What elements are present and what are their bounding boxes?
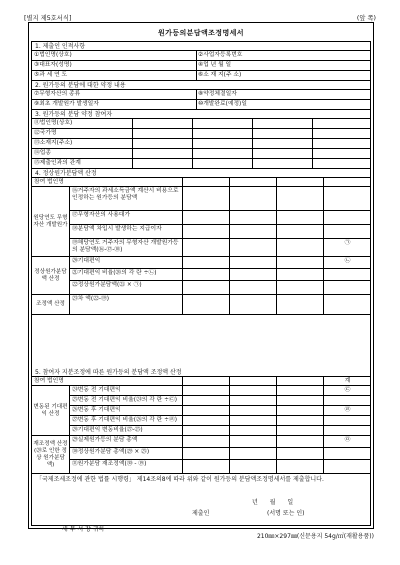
s5-row-label: ㉔변동 전 기대편익 [72, 387, 121, 393]
s5-value-cell[interactable] [276, 436, 323, 447]
s4-row [70, 211, 370, 225]
participant-input[interactable] [312, 149, 370, 158]
s4-row-label: ⑲해당연도 거주자의 무형자산 개발원가등의 분담액(⑯-⑰-⑱) [72, 240, 179, 253]
s5-value-cell[interactable] [229, 416, 276, 425]
s5-value-cell[interactable] [229, 396, 276, 405]
s4-value-cell[interactable] [182, 187, 229, 210]
first-cost-date-field[interactable]: ⑨최초 개발원가 발생일자 [34, 101, 99, 107]
participant-field-label: ⑫국가명 [34, 130, 57, 136]
s5-value-cell[interactable] [276, 448, 323, 459]
s4-mark: ㉡ [344, 258, 351, 264]
s5-mark [323, 426, 370, 435]
s5-row [70, 386, 370, 396]
s5-mark [323, 460, 370, 473]
s5-value-cell[interactable] [182, 396, 229, 405]
representative-field[interactable]: ③대표자(성명) [34, 62, 72, 68]
participant-input[interactable] [132, 149, 192, 158]
form-title: 원가등의분담액조정명세서 [158, 29, 244, 37]
page-side-label: (앞 쪽) [356, 15, 376, 22]
s5-value-cell[interactable] [276, 460, 323, 473]
s4-value-cell[interactable] [229, 295, 276, 314]
s4-row [70, 187, 370, 211]
s5-mark [323, 396, 370, 405]
participant-input[interactable] [192, 119, 252, 128]
s5-value-cell[interactable] [276, 386, 323, 395]
s1-row-1 [32, 51, 370, 61]
s4-value-cell[interactable] [182, 225, 229, 238]
s5-row [70, 448, 370, 460]
s5-row-label: ㉖변동 후 기대편익 [72, 407, 121, 413]
date-line[interactable]: 년 월 일 [252, 499, 299, 506]
s5-value-cell[interactable] [182, 426, 229, 435]
s5-group-label: 변동된 기대편익 산정 [32, 386, 70, 436]
s4-row-label: ⑳기대편익 [72, 258, 101, 264]
s4-group-label: 조정액 산정 [32, 295, 70, 315]
s3-row [32, 159, 370, 169]
s5-group-label: 재조정액 산정 (㉘로 인한 정상 원가분담액) [32, 436, 70, 474]
participant-input[interactable] [252, 119, 312, 128]
participant-input[interactable] [312, 139, 370, 148]
participant-input[interactable] [132, 119, 192, 128]
participant-input[interactable] [192, 159, 252, 168]
s4-value-cell[interactable] [229, 257, 276, 268]
intangible-type-field[interactable]: ⑦무형자산의 종류 [34, 91, 81, 97]
s5-value-cell[interactable] [229, 426, 276, 435]
s2-row-1 [32, 90, 370, 100]
corp-name-field[interactable]: ①법인명(상호) [34, 52, 72, 58]
s4-row [70, 257, 370, 269]
completion-date-field[interactable]: ⑩개발완료(예정)일 [198, 101, 247, 107]
s5-value-cell[interactable] [276, 406, 323, 415]
section-5-heading: 5. 참여자 지분조정에 따른 원가등의 분담액 조정액 산정 [32, 368, 370, 377]
s5-col-header [32, 377, 370, 386]
s5-value-cell[interactable] [229, 460, 276, 473]
s4-col-header [32, 178, 370, 187]
declaration-text: 「국제조세조정에 관한 법률 시행령」 제14조의8에 따라 위와 같이 원가등의 분담액조정명세서를 제출합니다. [36, 476, 324, 483]
participant-input[interactable] [312, 119, 370, 128]
section-4-heading: 4. 정상원가분담액 산정 [32, 169, 370, 178]
s2-row-2 [32, 100, 370, 110]
participant-input[interactable] [132, 139, 192, 148]
business-reg-field[interactable]: ②사업자등록번호 [198, 52, 243, 58]
s4-value-cell[interactable] [182, 269, 229, 280]
s5-row [70, 406, 370, 416]
s4-value-cell[interactable] [182, 281, 229, 294]
s5-value-cell[interactable] [276, 416, 323, 425]
s5-row [70, 396, 370, 406]
s5-row [70, 426, 370, 436]
s5-value-cell[interactable] [182, 448, 229, 459]
section-3-heading: 3. 원가등의 분담 약정 참여자 [32, 110, 370, 119]
s4-row [70, 295, 370, 315]
participant-field-label: ⑪법인명(상호) [34, 120, 73, 126]
s4-value-cell[interactable] [229, 187, 276, 210]
s5-value-cell[interactable] [229, 436, 276, 447]
s4-mark [323, 225, 370, 238]
s4-row [70, 225, 370, 239]
s5-row-label: ㉙실제원가등의 분담 총액 [72, 437, 138, 443]
participant-field-label: ⑬소재지(주소) [34, 140, 73, 146]
participant-input[interactable] [192, 139, 252, 148]
s5-value-cell[interactable] [276, 426, 323, 435]
s4-value-cell[interactable] [229, 211, 276, 224]
s4-value-cell[interactable] [276, 269, 323, 280]
s5-row-label: ㉘기대편익 변동비율(㉗-㉕) [72, 427, 143, 433]
s4-value-cell[interactable] [276, 257, 323, 268]
s4-value-cell[interactable] [182, 239, 229, 256]
section-1-heading: 1. 제출인 인적사항 [32, 42, 370, 51]
s5-value-cell[interactable] [229, 448, 276, 459]
s4-value-cell[interactable] [229, 239, 276, 256]
participant-input[interactable] [252, 129, 312, 138]
form-number: [별지 제5호서식] [24, 15, 72, 22]
s4-row-label: ⑰무형자산의 사용대가 [72, 212, 131, 218]
s4-value-cell[interactable] [276, 239, 323, 256]
s4-value-cell[interactable] [276, 187, 323, 210]
form-body [31, 41, 371, 533]
s5-row-label: ㉗변동 후 기대편익 비율(㉖의 각 란 ÷㉣) [72, 417, 178, 423]
s4-row-label: ⑱분담액 차입시 발생하는 지급이자 [72, 226, 162, 232]
form-header [24, 13, 376, 21]
s4-row [70, 281, 370, 295]
s4-value-cell[interactable] [182, 211, 229, 224]
form-frame [28, 22, 374, 533]
participant-input[interactable] [252, 149, 312, 158]
recipient-line: 세 무 서 장 귀하 [62, 526, 105, 533]
s4-mark [323, 281, 370, 294]
s4-mark [323, 295, 370, 314]
s5-value-cell[interactable] [182, 386, 229, 395]
s5-row [70, 460, 370, 474]
s5-value-cell[interactable] [276, 396, 323, 405]
participant-header-5: 참여 법인명 [34, 378, 64, 384]
participant-input[interactable] [312, 159, 370, 168]
s1-row-3 [32, 71, 370, 81]
s4-row [70, 239, 370, 257]
s4-group-label: 원당연도 무형자산 개발원가 [32, 187, 70, 257]
s4-mark [323, 211, 370, 224]
s4-group-label: 정상원가분담액 산정 [32, 257, 70, 295]
participant-header: 참여 법인명 [34, 179, 64, 185]
s3-row [32, 139, 370, 149]
participant-input[interactable] [252, 139, 312, 148]
s4-value-cell[interactable] [229, 281, 276, 294]
s4-row-label: ⑯거주자의 과세소득금액 계산시 비용으로 인정하는 원가등의 분담액 [72, 188, 179, 201]
s5-value-cell[interactable] [182, 416, 229, 425]
s4-value-cell[interactable] [229, 269, 276, 280]
s5-mark: ㉣ [344, 407, 351, 413]
s3-row [32, 129, 370, 139]
s5-mark [323, 416, 370, 425]
s4-value-cell[interactable] [276, 211, 323, 224]
s4-value-cell[interactable] [182, 257, 229, 268]
s4-row-label: ㉓차 액(㉒-⑲) [72, 296, 110, 302]
s5-value-cell[interactable] [229, 386, 276, 395]
s5-value-cell[interactable] [182, 460, 229, 473]
s5-row-label: ㉕변동 전 기대편익 비율(㉔의 각 란 ÷㉢) [72, 397, 178, 403]
participant-input[interactable] [132, 159, 192, 168]
s1-row-2 [32, 61, 370, 71]
participant-input[interactable] [312, 129, 370, 138]
s4-value-cell[interactable] [182, 295, 229, 314]
s4-mark [323, 269, 370, 280]
birthdate-field[interactable]: ④업 년 월 일 [198, 62, 232, 68]
s4-row-label: ㉒정상원가분담액(㉑ × ㉠) [72, 282, 142, 288]
s5-mark: ㉤ [344, 437, 351, 443]
participant-input[interactable] [192, 149, 252, 158]
s5-row-label: ㉛원가분담 재조정액(㉚ - ⑲) [72, 461, 147, 467]
section-2-heading: 2. 원가등의 분담에 대한 약정 내용 [32, 81, 370, 90]
s5-value-cell[interactable] [182, 406, 229, 415]
agreement-date-field[interactable]: ⑧약정체결일자 [198, 91, 237, 97]
s5-row [70, 436, 370, 448]
s4-value-cell[interactable] [276, 295, 323, 314]
s4-mark [323, 187, 370, 210]
s4-row [70, 269, 370, 281]
signature-field[interactable]: (서명 또는 인) [267, 510, 305, 517]
participant-field-label: ⑮제출인과의 관계 [34, 160, 81, 166]
participant-input[interactable] [132, 129, 192, 138]
participant-input[interactable] [252, 159, 312, 168]
participant-field-label: ⑭업종 [34, 150, 51, 156]
s3-row [32, 149, 370, 159]
s4-value-cell[interactable] [276, 225, 323, 238]
paper-spec-footer: 210㎜×297㎜(신문용지 54g/㎡(재활용품)) [256, 533, 374, 540]
tax-year-field[interactable]: ⑤과 세 연 도 [34, 72, 68, 78]
total-header: 계 [344, 378, 351, 384]
s4-value-cell[interactable] [276, 281, 323, 294]
s5-value-cell[interactable] [229, 406, 276, 415]
submitter-label: 제출인 [192, 510, 210, 517]
s5-mark: ㉢ [344, 387, 351, 393]
s3-row [32, 119, 370, 129]
s5-value-cell[interactable] [182, 436, 229, 447]
s5-mark [323, 448, 370, 459]
participant-input[interactable] [192, 129, 252, 138]
s5-row [70, 416, 370, 426]
s4-mark: ㉠ [344, 240, 351, 246]
address-field[interactable]: ⑥소 재 지(주 소) [198, 72, 242, 78]
s4-value-cell[interactable] [229, 225, 276, 238]
s4-row-label: ㉑기대편익 비율(⑳의 각 란 ÷㉡) [72, 270, 157, 276]
s5-row-label: ㉚정상원가분담 총액(㉙ × ㉕) [72, 449, 150, 455]
